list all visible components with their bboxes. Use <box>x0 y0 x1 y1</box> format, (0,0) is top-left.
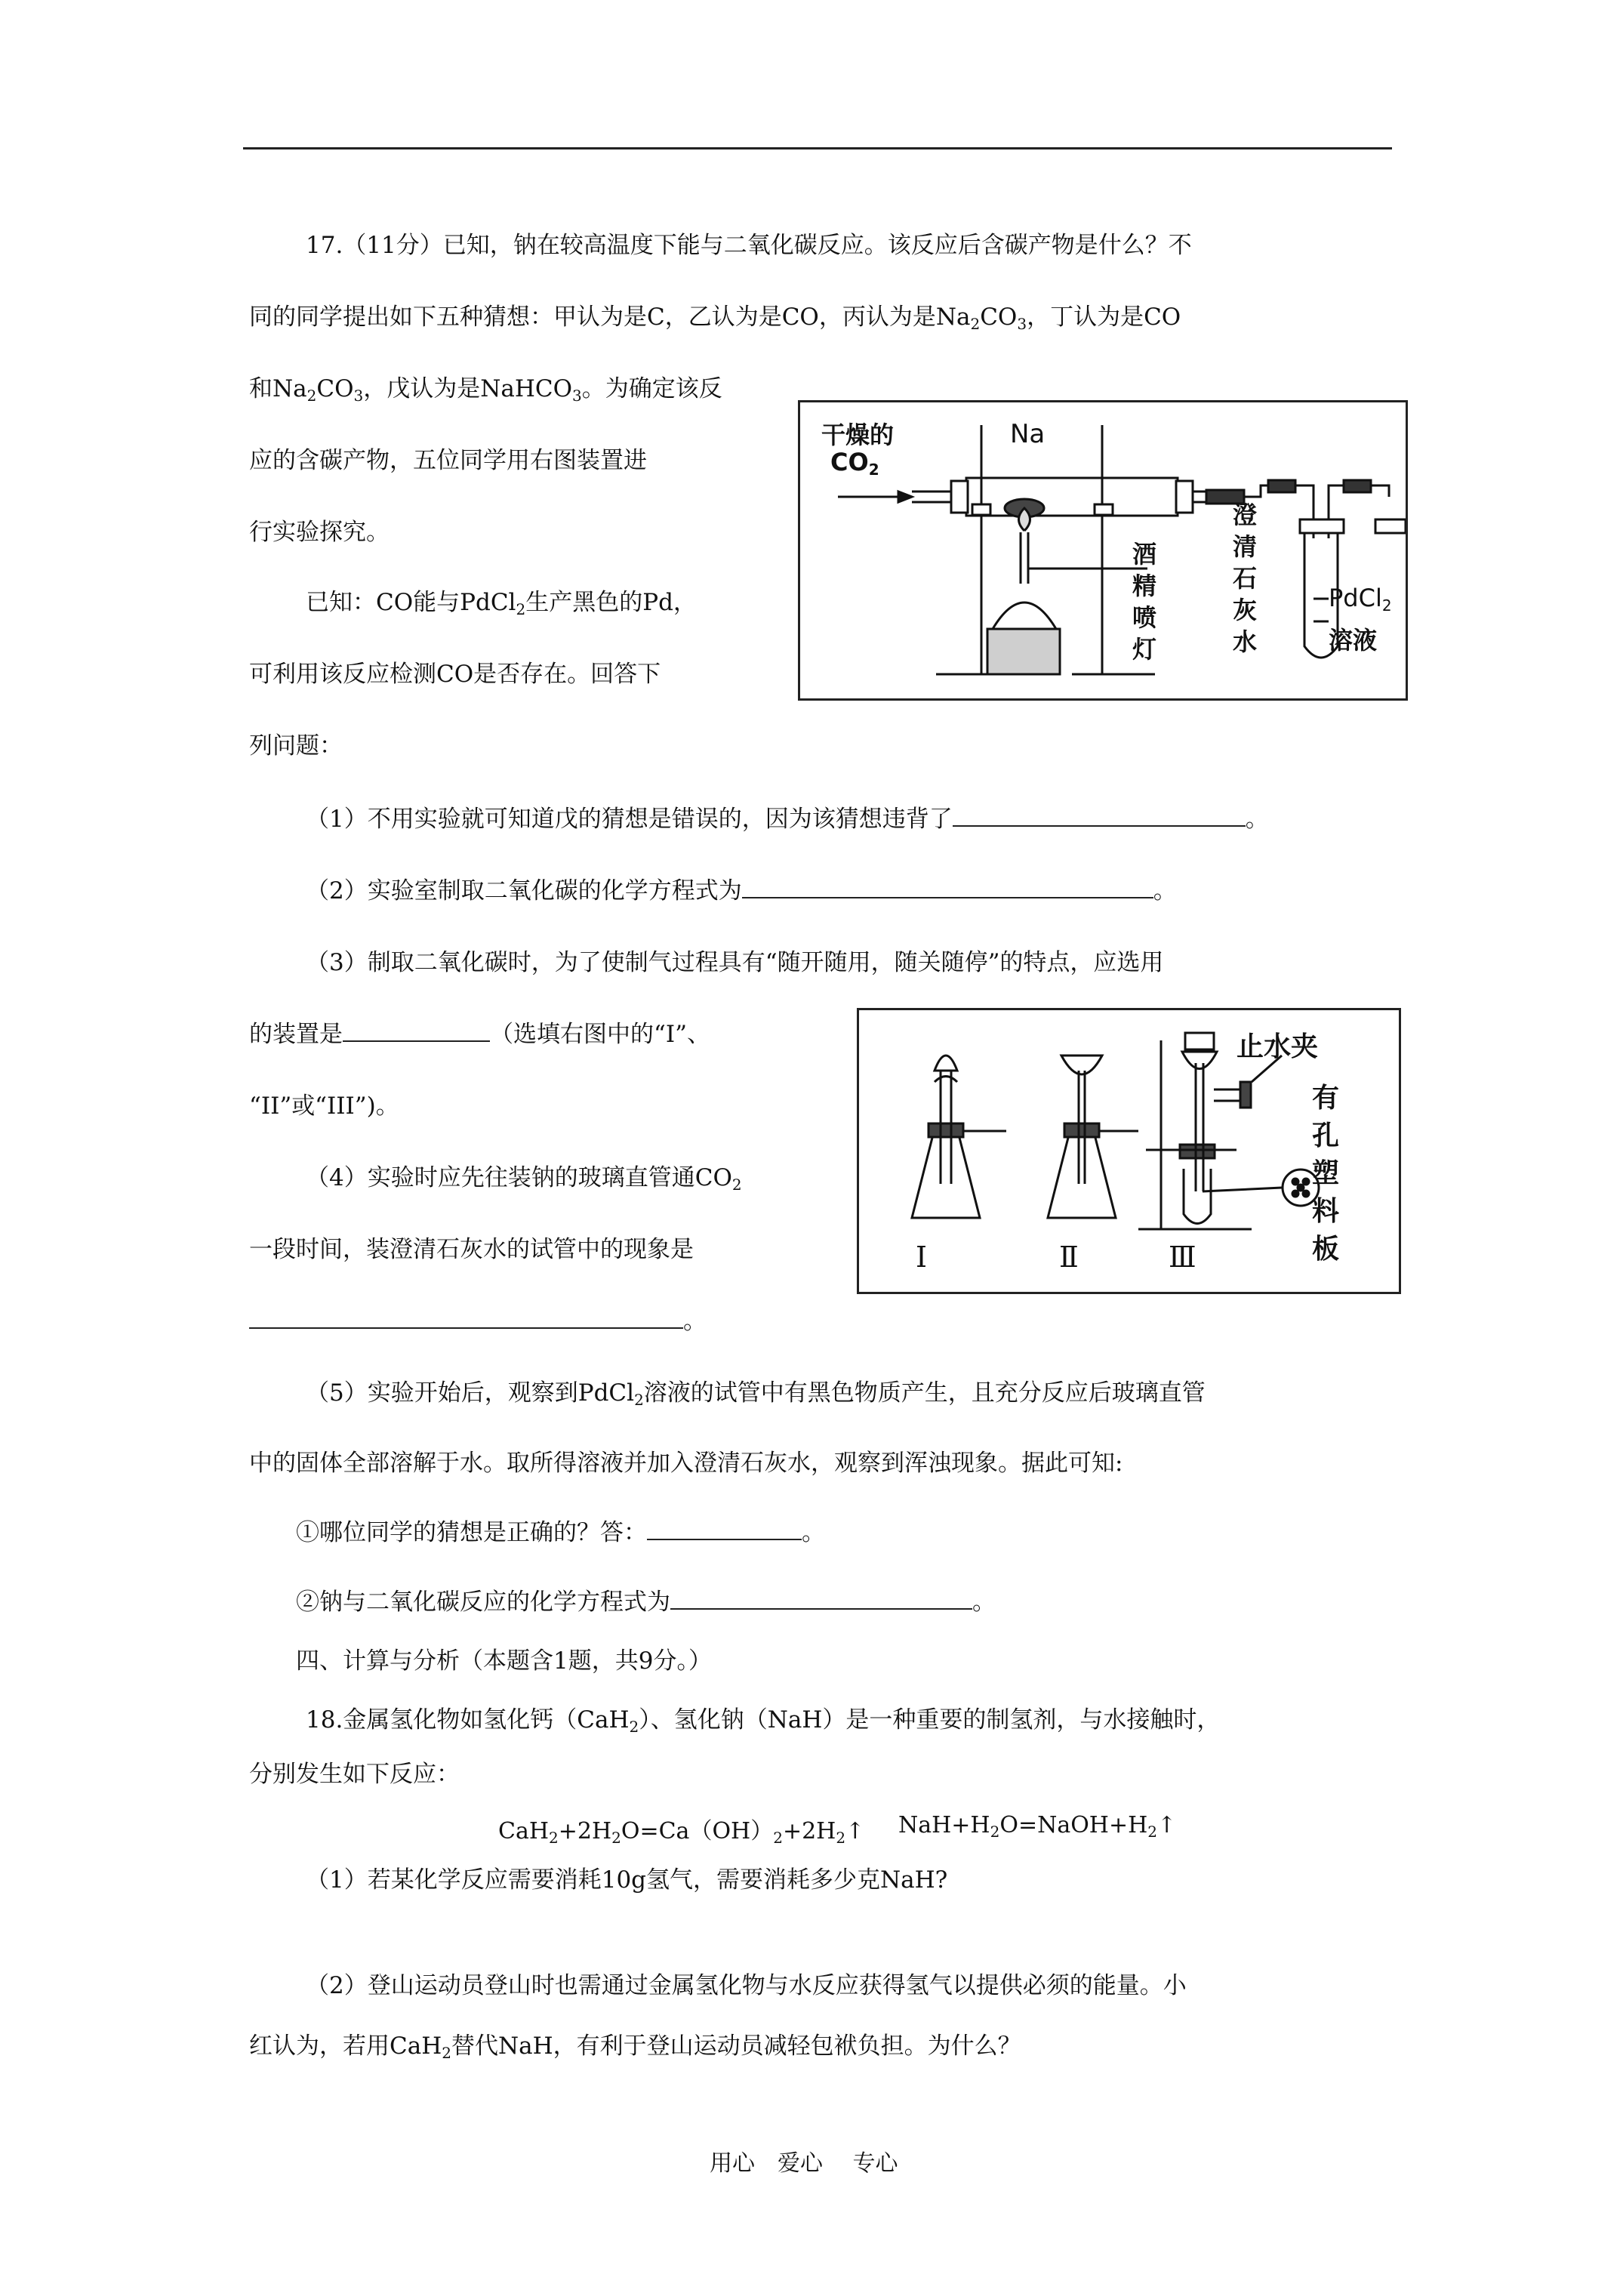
q17-known: 已知：CO能与PdCl$_2$生产黑色的Pd， <box>306 589 697 618</box>
q17-part4c: 。 <box>249 1306 707 1336</box>
q17-part2: （2）实验室制取二氧化碳的化学方程式为 。 <box>306 877 1177 905</box>
q17-sub2: ②钠与二氧化碳反应的化学方程式为 。 <box>296 1589 996 1616</box>
na-label: Na <box>1010 419 1046 449</box>
q17-part3b: 的装置是 （选填右图中的“I”、 <box>249 1021 710 1048</box>
equation-cah2: $CaH_2+2H_2O=Ca(OH)_2+2H_2↑$ <box>498 1818 865 1847</box>
plate-label-char: 塑 <box>1312 1158 1340 1189</box>
answer-blank-6[interactable] <box>670 1587 972 1610</box>
lamp-label-char: 喷 <box>1132 603 1157 632</box>
limewater-label-char: 水 <box>1233 627 1258 656</box>
q18-part2b: 红认为，若用CaH$_2$替代NaH，有利于登山运动员减轻包袱负担。为什么？ <box>249 2032 1021 2062</box>
label-II: Ⅱ <box>1059 1240 1079 1274</box>
q17-line2: 同的同学提出如下五种猜想：甲认为是C，乙认为是CO，丙认为是$Na_2CO_3$，丁认为是CO <box>249 304 1181 333</box>
answer-blank-4[interactable] <box>249 1306 683 1329</box>
lamp-label <box>1132 538 1163 665</box>
lamp-label-char: 灯 <box>1132 635 1157 664</box>
answer-blank-1[interactable] <box>953 804 1246 827</box>
q18-line2: 分别发生如下反应： <box>249 1761 460 1788</box>
q17-part5b: 中的固体全部溶解于水。取所得溶液并加入澄清石灰水，观察到浑浊现象。据此可知: <box>249 1450 1123 1477</box>
perforated-plate-label <box>1312 1080 1344 1268</box>
lamp-label-char: 酒 <box>1132 540 1157 569</box>
label-III: Ⅲ <box>1169 1240 1196 1274</box>
limewater-label-char: 石 <box>1233 564 1258 593</box>
clamp-label: 止水夹 <box>1236 1031 1319 1062</box>
q17-part1: （1）不用实验就可知道戊的猜想是错误的，因为该猜想违背了 。 <box>306 806 1269 833</box>
dry-co2-label: 干燥的 <box>821 421 895 449</box>
plate-label-char: 料 <box>1312 1196 1340 1227</box>
q17-part4: （4）实验时应先往装钠的玻璃直管通$CO_2$ <box>306 1164 742 1194</box>
q17-line1: 17.（11分）已知，钠在较高温度下能与二氧化碳反应。该反应后含碳产物是什么？不 <box>306 232 1192 259</box>
answer-blank-5[interactable] <box>647 1518 802 1540</box>
q17-line5: 行实验探究。 <box>249 519 390 546</box>
answer-blank-3[interactable] <box>343 1019 490 1042</box>
q17-part3: （3）制取二氧化碳时，为了使制气过程具有“随开随用，随关随停”的特点，应选用 <box>306 949 1164 976</box>
q17-line4: 应的含碳产物，五位同学用右图装置进 <box>249 447 647 474</box>
plate-label-char: 孔 <box>1312 1120 1340 1151</box>
plate-label-char: 有 <box>1312 1083 1340 1114</box>
plate-label-char: 板 <box>1312 1234 1340 1265</box>
limewater-label <box>1233 499 1263 658</box>
header-rule <box>243 147 1392 149</box>
q17-line3: 和$Na_2CO_3$，戊认为是NaHCO$_3$。为确定该反 <box>249 375 722 405</box>
limewater-label-char: 澄 <box>1233 501 1258 529</box>
q17-part4b: 一段时间，装澄清石灰水的试管中的现象是 <box>249 1236 694 1263</box>
q18-part2: （2）登山运动员登山时也需通过金属氢化物与水反应获得氢气以提供必须的能量。小 <box>306 1972 1187 1999</box>
apparatus-figure <box>798 400 1408 701</box>
q17-line8: 列问题： <box>249 732 343 760</box>
page-footer: 用心 爱心 专心 <box>710 2150 898 2177</box>
q17-sub1: ①哪位同学的猜想是正确的？答： 。 <box>296 1519 825 1546</box>
q18-part1: （1）若某化学反应需要消耗10g氢气，需要消耗多少克NaH? <box>306 1866 948 1894</box>
answer-blank-2[interactable] <box>742 876 1153 898</box>
q17-line7: 可利用该反应检测CO是否存在。回答下 <box>249 661 661 688</box>
generator-figure <box>857 1008 1401 1294</box>
pdcl2-label: PdCl$_2$ <box>1329 584 1392 615</box>
equation-nah: $NaH+H_2O=NaOH+H_2↑$ <box>898 1812 1177 1841</box>
q18-line1: 18.金属氢化物如氢化钙（CaH$_2$）、氢化钠（NaH）是一种重要的制氢剂，与水接触时， <box>306 1706 1221 1736</box>
limewater-label-char: 清 <box>1233 532 1258 561</box>
q17-part3c: “II”或“III”)。 <box>249 1093 399 1120</box>
co2-label: $CO_2$ <box>830 448 879 479</box>
q17-part5: （5）实验开始后，观察到PdCl$_2$溶液的试管中有黑色物质产生，且充分反应后玻璃直管 <box>306 1379 1206 1409</box>
pdcl2-solution-label: 溶液 <box>1329 626 1378 655</box>
lamp-label-char: 精 <box>1132 572 1157 600</box>
limewater-label-char: 灰 <box>1233 596 1258 624</box>
label-I: Ⅰ <box>916 1240 928 1274</box>
section-four-heading: 四、计算与分析（本题含1题，共9分。） <box>296 1647 712 1675</box>
